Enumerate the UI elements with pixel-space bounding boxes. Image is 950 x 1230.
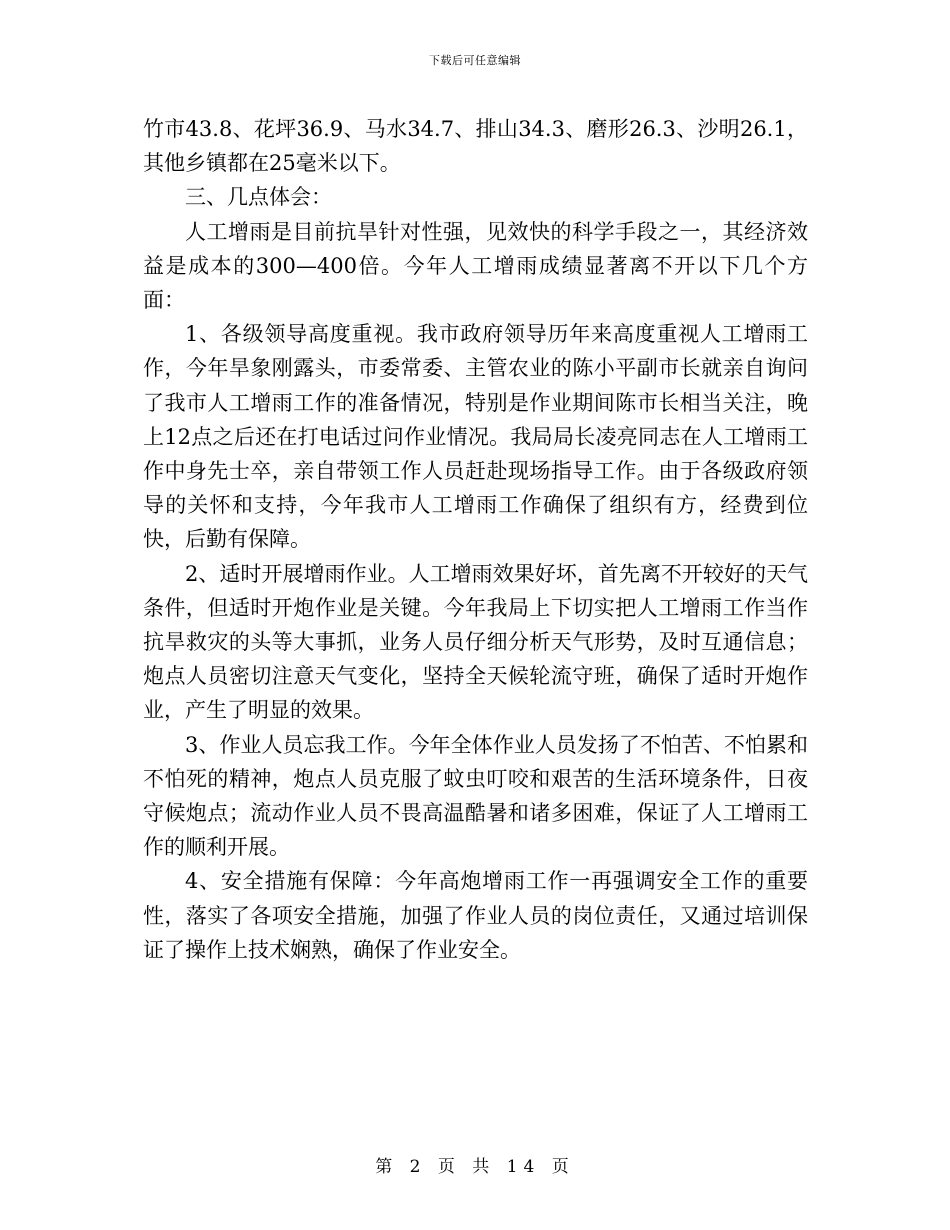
paragraph-point-3: 3、作业人员忘我工作。今年全体作业人员发扬了不怕苦、不怕累和不怕死的精神，炮点人员克服了蚊虫叮咬和艰苦的生活环境条件，日夜守候炮点；流动作业人员不畏高温酷暑和诸多困难，保证了人工增雨工作的顺利开展。 <box>143 732 808 860</box>
paragraph-point-1: 1、各级领导高度重视。我市政府领导历年来高度重视人工增雨工作，今年旱象刚露头，市委常委、主管农业的陈小平副市长就亲自询问了我市人工增雨工作的准备情况，特别是作业期间陈市长相当关注，晚上12点之后还在打电话过问作业情况。我局局长凌亮同志在人工增雨工作中身先士卒，亲自带领工作人员赶赴现场指导工作。由于各级政府领导的关怀和支持，今年我市人工增雨工作确保了组织有方，经费到位快，后勤有保障。 <box>143 322 808 552</box>
section-heading: 三、几点体会： <box>185 185 332 210</box>
page-header: 下载后可任意编辑 <box>429 54 521 67</box>
paragraph-continued: 竹市43.8、花坪36.9、马水34.7、排山34.3、磨形26.3、沙明26.1，其他乡镇都在25毫米以下。 <box>143 117 808 176</box>
page-number: 第 2 页 共 14 页 <box>375 1157 575 1177</box>
paragraph-point-2: 2、适时开展增雨作业。人工增雨效果好坏，首先离不开较好的天气条件，但适时开炮作业是关键。今年我局上下切实把人工增雨工作当作抗旱救灾的头等大事抓，业务人员仔细分析天气形势，及时互通信息；炮点人员密切注意天气变化，坚持全天候轮流守班，确保了适时开炮作业，产生了明显的效果。 <box>143 561 808 723</box>
paragraph-point-4: 4、安全措施有保障：今年高炮增雨工作一再强调安全工作的重要性，落实了各项安全措施，加强了作业人员的岗位责任，又通过培训保证了操作上技术娴熟，确保了作业安全。 <box>143 869 808 962</box>
document-body <box>143 112 808 967</box>
paragraph-intro: 人工增雨是目前抗旱针对性强，见效快的科学手段之一，其经济效益是成本的300—400倍。今年人工增雨成绩显著离不开以下几个方面： <box>143 219 808 313</box>
